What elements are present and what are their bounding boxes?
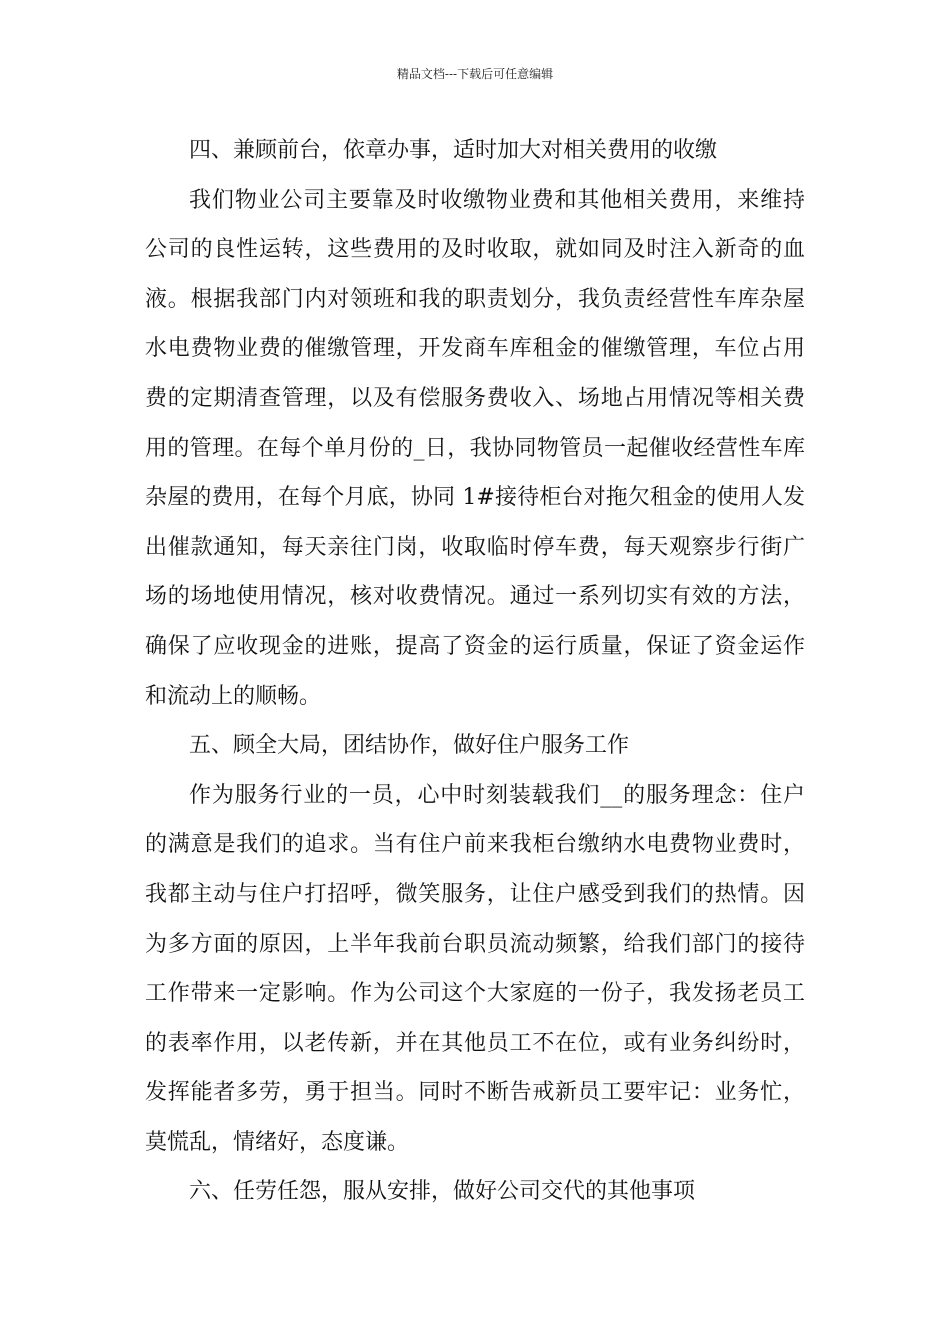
paragraph-line: 的表率作用，以老传新，并在其他员工不在位，或有业务纠纷时， — [145, 1030, 805, 1056]
paragraph-line: 用的管理。在每个单月份的_日，我协同物管员一起催收经营性车库 — [145, 435, 805, 461]
paragraph-line-last: 和流动上的顺畅。 — [145, 683, 322, 709]
paragraph-line: 液。根据我部门内对领班和我的职责划分，我负责经营性车库杂屋 — [145, 286, 805, 312]
paragraph-line: 我都主动与住户打招呼，微笑服务，让住户感受到我们的热情。因 — [145, 881, 805, 907]
paragraph-line: 发挥能者多劳，勇于担当。同时不断告戒新员工要牢记：业务忙， — [145, 1080, 805, 1106]
paragraph-line: 水电费物业费的催缴管理，开发商车库租金的催缴管理，车位占用 — [145, 336, 805, 362]
paragraph-line: 确保了应收现金的进账，提高了资金的运行质量，保证了资金运作 — [145, 633, 805, 659]
paragraph-line: 费的定期清查管理，以及有偿服务费收入、场地占用情况等相关费 — [145, 385, 805, 411]
paragraph-line: 我们物业公司主要靠及时收缴物业费和其他相关费用，来维持 — [189, 187, 805, 213]
document-body — [145, 126, 805, 1217]
section-heading-6: 六、任劳任怨，服从安排，做好公司交代的其他事项 — [189, 1179, 696, 1205]
paragraph-line: 作为服务行业的一员，心中时刻装载我们__的服务理念：住户 — [189, 782, 805, 808]
paragraph-line-last: 莫慌乱，情绪好，态度谦。 — [145, 1129, 410, 1155]
section-heading-5: 五、顾全大局，团结协作，做好住户服务工作 — [189, 733, 630, 759]
paragraph-line: 公司的良性运转，这些费用的及时收取，就如同及时注入新奇的血 — [145, 237, 805, 263]
paragraph-line: 为多方面的原因，上半年我前台职员流动频繁，给我们部门的接待 — [145, 931, 805, 957]
paragraph-line: 杂屋的费用，在每个月底，协同 1#接待柜台对拖欠租金的使用人发 — [145, 485, 805, 511]
paragraph-line: 出催款通知，每天亲往门岗，收取临时停车费，每天观察步行街广 — [145, 534, 805, 560]
section-heading-4: 四、兼顾前台，依章办事，适时加大对相关费用的收缴 — [189, 138, 718, 163]
page-header: 精品文档---下载后可任意编辑 — [396, 67, 554, 81]
paragraph-line: 工作带来一定影响。作为公司这个大家庭的一份子，我发扬老员工 — [145, 981, 805, 1007]
paragraph-line: 场的场地使用情况，核对收费情况。通过一系列切实有效的方法， — [145, 584, 805, 610]
paragraph-line: 的满意是我们的追求。当有住户前来我柜台缴纳水电费物业费时， — [145, 832, 805, 858]
